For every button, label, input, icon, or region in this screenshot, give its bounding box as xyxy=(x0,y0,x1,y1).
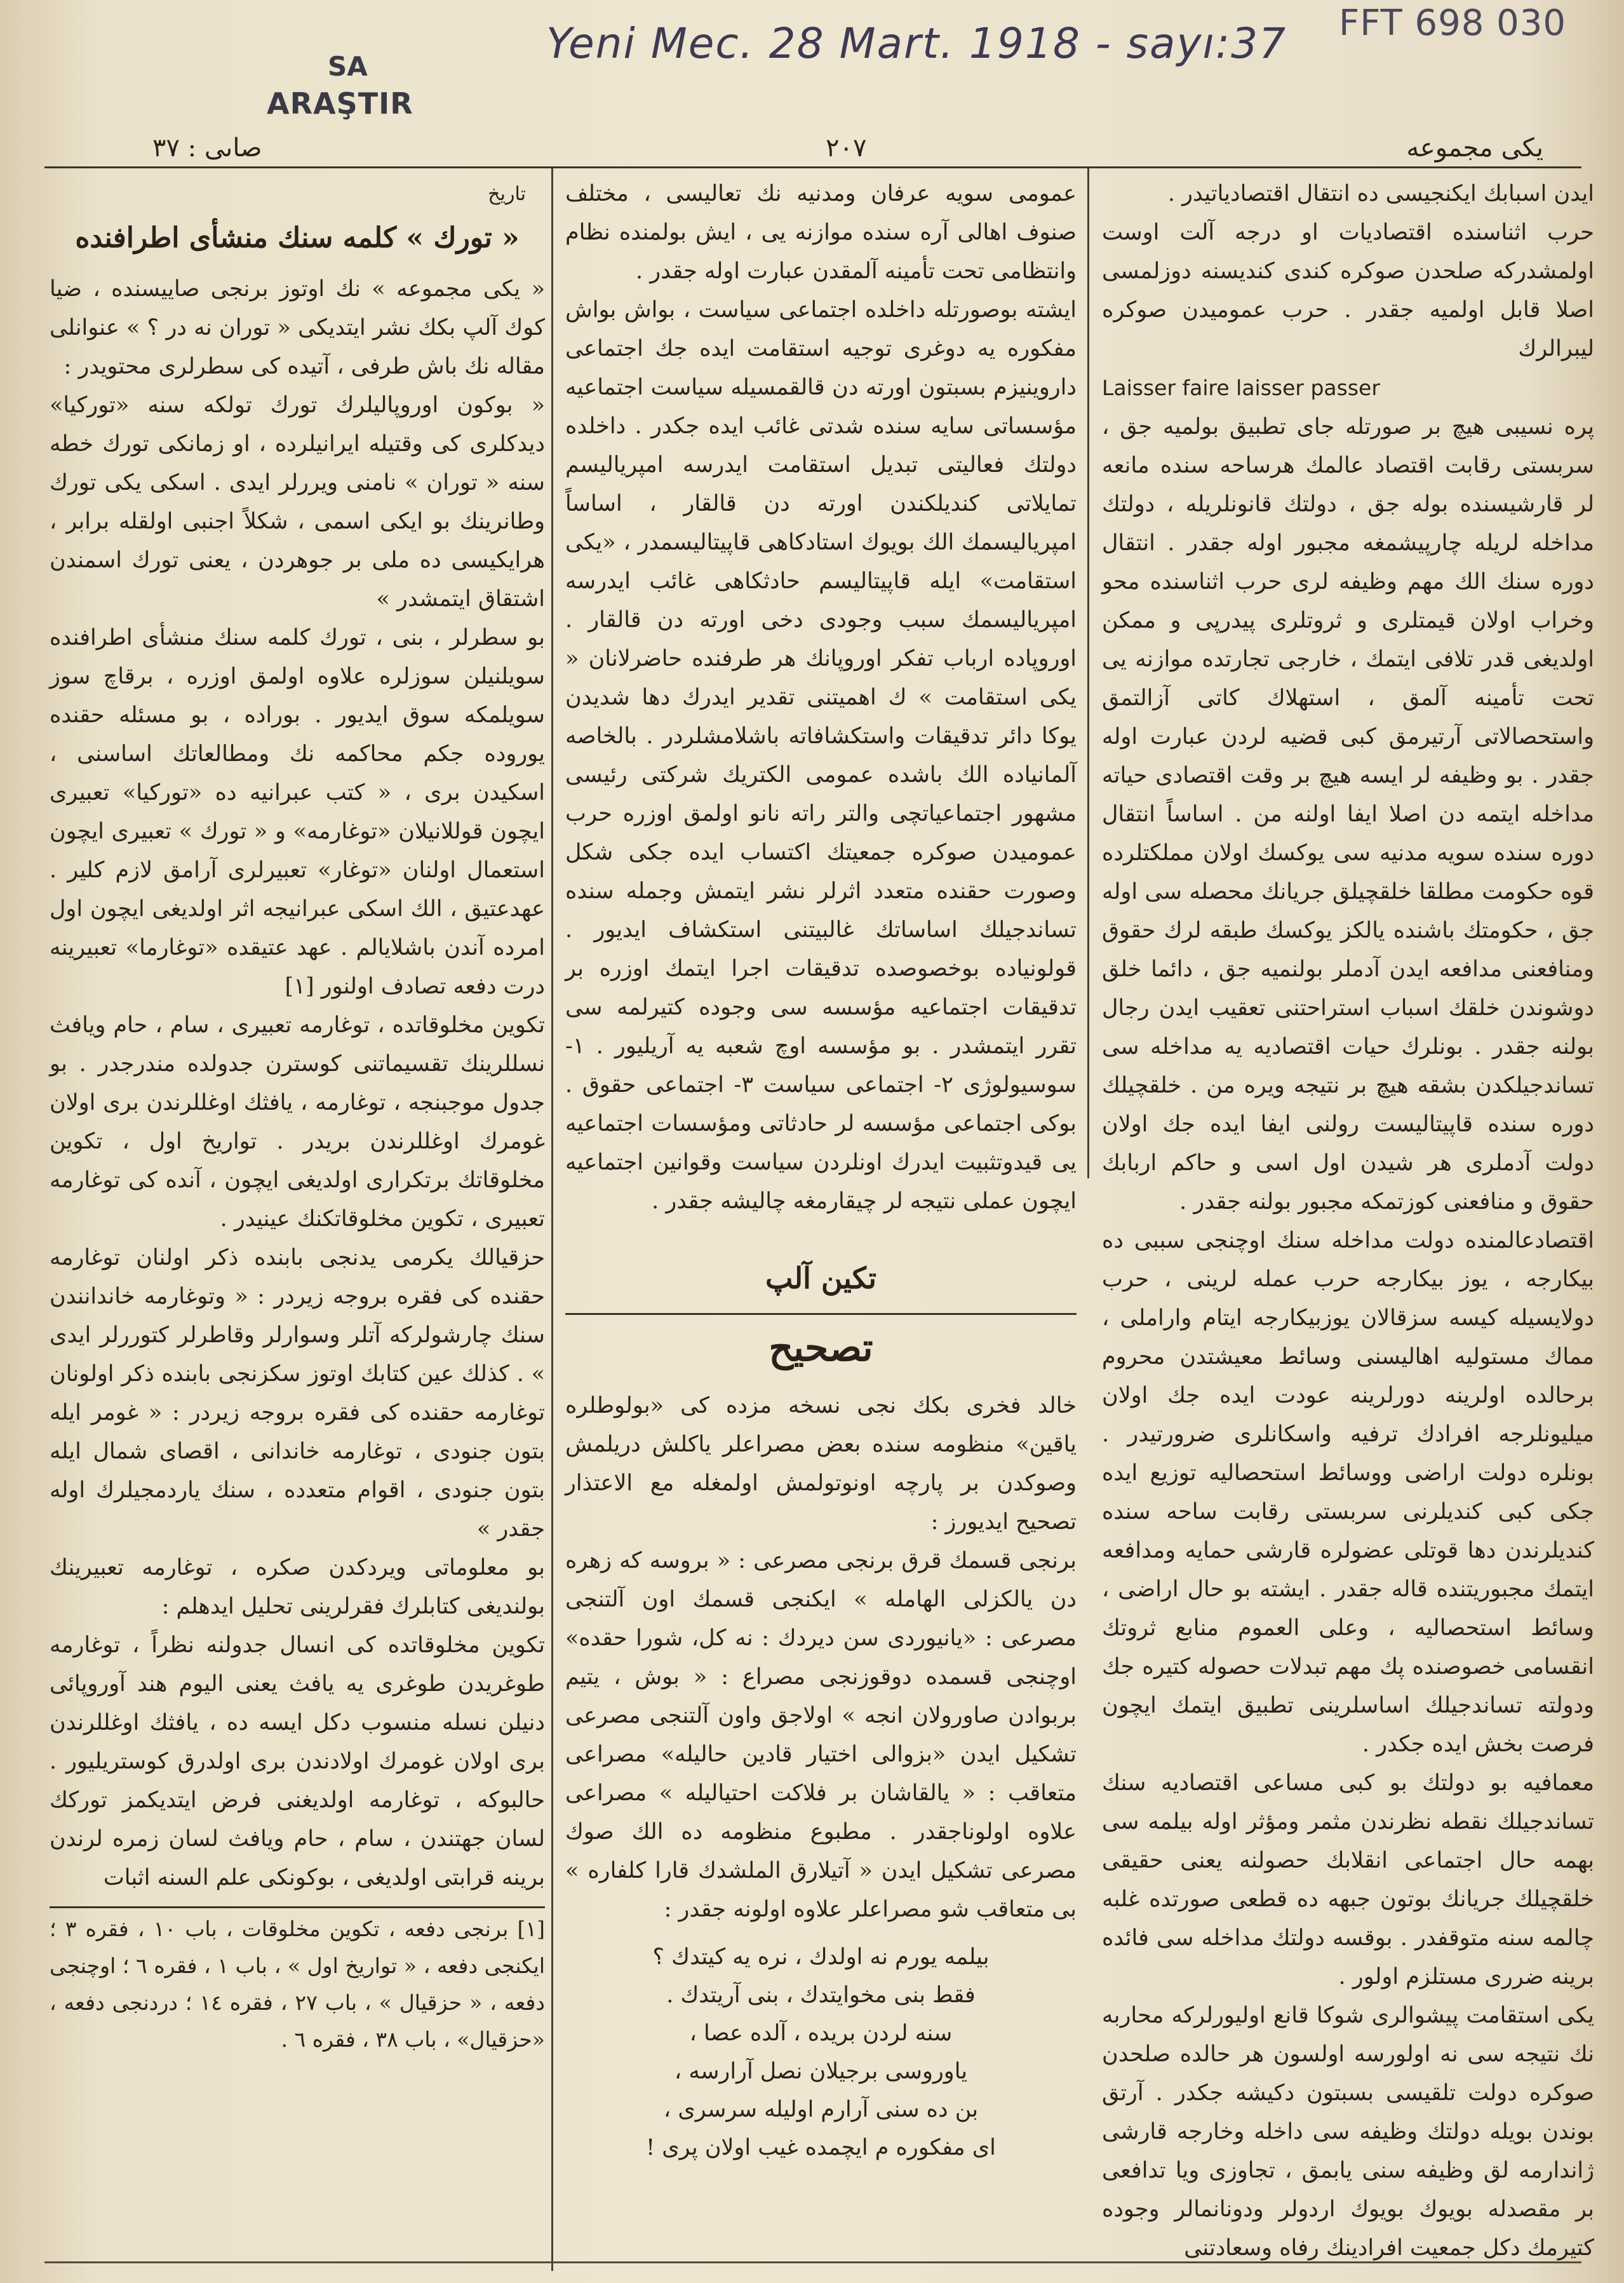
verse-line: اى مفكوره م ايچمده غيب اولان پرى ! xyxy=(646,2135,996,2160)
stamp-line-2: ARAŞTIR xyxy=(267,86,413,121)
paragraph: ايشته بوصورتله داخلده اجتماعى سياست ، بواش بواش مفكوره يه دوغرى توجيه استقامت ايده جك اجتماعى داروينيزم بسبتون اورته دن قالقمسيله سياست اجتماعيه مؤسساتى سايه سنده شدتى غائب ايده جكدر . داخلده دولتك فعاليتى تبديل استقامت ايدرسه امپرياليسم تمايلاتى كنديلكندن اورته دن قالقار ، اساساً امپرياليسمك الك بويوك استادكاهى قاپيتاليسمدر ، «يكى استقامت» ايله قاپيتاليسم حادثكاهى غائب ايدرسه امپرياليسمك سبب وجودى دخى اورته دن قالقار . اوروپاده ارباب تفكر اوروپانك هر طرفنده حاضرلانان « يكى استقامت » ك اهميتنى تقدير ايدرك دها شديدن يوكا دائر تدقيقات واستكشافاته باشلامشلردر . بالخاصه آلمانياده الك باشده عمومى الكتريك شركتى رئيسى مشهور اجتماعياتچى والتر راته نانو اولمق اوزره حرب عموميدن صوكره جمعيتك اكتساب ايده جكى شكل وصورت حقنده متعدد اثرلر نشر ايتمش وجمله سنده تساندجيلك اساساتك غالبيتنى استكشاف ايديور . قولونياده بوخصوصده تدقيقات اجرا ايتمك اوزره بر تدقيقات اجتماعيه مؤسسه سى وجوده كتيرلمه سى تقرر ايتمشدر . بو مؤسسه اوچ شعبه يه آريليور . ١- سوسيولوژى ٢- اجتماعى سياست ٣- اجتماعى حقوق . بوكى اجتماعى مؤسسه لر حادثاتى ومؤسسات اجتماعيه يى قيدوتثبيت ايدرك اونلردن سياست وقوانين اجتماعيه ايچون عملى نتيجه لر چيقارمغه چاليشه جقدر . xyxy=(565,297,1077,1214)
column-divider xyxy=(1087,168,1089,1178)
paragraph: يكى استقامت پيشوالرى شوكا قانع اوليورلركه محاربه نك نتيجه سى نه اولورسه اولسون هر حالده صلحدن صوكره دولت تلقيسى بسبتون دكيشه جكدر . آرتق بوندن بويله دولتك وظيفه سى داخله وخارجه قارشى ژاندارمه لق وظيفه سنى يابمق ، تجاوزى ويا تدافعى بر مقصدله بويوك بويوك اردولر ودونانمالر وجوده كتيرمك دكل جمعيت افرادينك رفاه وسعادتنى xyxy=(1102,2003,1594,2261)
handwritten-annotation: Yeni Mec. 28 Mart. 1918 - sayı:37 xyxy=(546,19,1287,68)
column-left xyxy=(50,175,545,2246)
paragraph: « بوكون اوروپاليلرك تورك تولكه سنه «توركيا» ديدكلرى كى وقتيله ايرانيلرده ، او زمانكى تورك خطه سنه « توران » نامنى ويررلر ايدى . اسكى يكى تورك وطانرينك بو ايكى اسمى ، شكلاً اجنبى اولقله برابر ، هرايكيسى ده ملى بر جوهردن ، يعنى تورك اسمندن اشتقاق ايتمشدر » xyxy=(50,393,545,612)
paragraph: بو معلوماتى ويردكدن صكره ، توغارمه تعبيرينك بولنديغى كتابلرك فقرلرينى تحليل ايدهلم : xyxy=(50,1555,545,1619)
verse-line: بيلمه يورم نه اولدك ، نره يه كيتدك ؟ xyxy=(652,1944,990,1970)
archive-code: FFT 698 030 xyxy=(1339,3,1567,44)
paragraph: تكوين مخلوقاتده كى انسال جدولنه نظراً ، توغارمه طوغريدن طوغرى يه يافث يعنى اليوم هند آوروپائى دنيلن نسله منسوب دكل ايسه ده ، يافثك اوغللرندن برى اولان غومرك اولادندن برى اولدرق كوستريليور . حالبوكه ، توغارمه اولديغنى فرض ايتديكمز توركك لسان جهتندن ، سام ، حام ويافث لسان زمره لرندن برينه قرابتى اولديغى ، بوكونكى علم السنه اثبات xyxy=(50,1633,545,1890)
column-divider xyxy=(551,168,553,2271)
library-stamp xyxy=(267,38,476,140)
section-rule xyxy=(565,1313,1077,1315)
paragraph: خالد فخرى بكك نجى نسخه مزده كى «بولوطلره ياقين» منظومه سنده بعض مصراعلر ياكلش دريلمش وصوكدن بر پارچه اونوتولمش اولمغله مع الاعتذار تصحيح ايديورز : xyxy=(565,1393,1077,1535)
paragraph: اقتصادعالمنده دولت مداخله سنك اوچنجى سببى ده بيكارجه ، يوز بيكارجه حرب عمله لرينى ، حرب دولايسيله كيسه سزقالان يوزبيكارجه ايتام واراملى ، مماك مستوليه اهاليسنى وسائط معيشتدن محروم برحالده اولرينه دورلرينه عودت ايده جك اولان ميليونلرجه افرادك ترفيه واسكانلرى ضرورتيدر . بونلره دولت اراضى ووسائط استحصاليه توزيع ايده جكى كبى كنديلرنى سربستى رقابت ساحه سنده كنديلرندن دها قوتلى عضولره قارشى حمايه ومدافعه ايتمك مجبوريتنده قاله جقدر . ايشته بو حال اراضى ، وسائط استحصاليه ، وعلى العموم منابع ثروتك انقسامى خصوصنده پك مهم تبدلات حصوله كتيره جك ودولته تساندجيلك اساسلرينى تطبيق ايتمك ايچون فرصت بخش ايده جكدر . xyxy=(1102,1228,1594,1757)
verse-line: سنه لردن بريده ، آلده عصا ، xyxy=(689,2021,953,2046)
magazine-name: يكى مجموعه xyxy=(1406,133,1543,163)
page-number: ٢٠٧ xyxy=(826,133,867,163)
paragraph: حرب اثناسنده اقتصاديات او درجه آلت اوست اولمشدركه صلحدن صوكره كندى كنديسنه دوزلمسى اصلا قابل اولميه جقدر . حرب عموميدن صوكره ليبرالرك xyxy=(1102,220,1594,361)
footnote: [١] برنجى دفعه ، تكوين مخلوقات ، باب ١٠ ، فقره ٣ ؛ ايكنجى دفعه ، « تواريخ اول » ، باب ١ ، فقره ٦ ؛ اوچنجى دفعه ، « حزقيال » ، باب ٢٧ ، فقره ١٤ ؛ دردنجى دفعه ، «حزقيال» ، باب ٣٨ ، فقره ٦ . xyxy=(50,1916,545,2052)
paragraph: پره نسيبى هيچ بر صورتله جاى تطبيق بولميه جق ، سربستى رقابت اقتصاد عالمك هرساحه سنده مانعه لر قارشيسنده بوله جق ، دولتك قانونلريله ، دولتك مداخله لريله چارپيشمغه مجبور اوله جقدر . انتقال دوره سنك الك مهم وظيفه لرى حرب اثناسنده محو وخراب اولان قيمتلرى و ثروتلرى پيدرپى و ممكن اولديغى قدر تلافى ايتمك ، خارجى تجارتده موازنه يى تحت تأمينه آلمق ، استهلاك كاتى آزالتمق واستحصالاتى آرتيرمق كبى قضيه لردن عبارت اوله جقدر . بو وظيفه لر ايسه هيچ بر وقت اقتصادى حياته مداخله ايتمه دن اصلا ايفا اولنه من . اساساً انتقال دوره سنده سويه مدنيه سى يوكسك اولان مملكتلرده قوه حكومت مطلقا خلقچيلق جريانك محصله سى اوله جق ، حكومتك باشنده يالكز يوكسك طبقه لرك حقوق ومنافعنى مدافعه ايدن آدملر بولنميه جق ، دائما خلق دوشوندن خلقك اسباب استراحتنى تعقيب ايدن رجال بولنه جقدر . بونلرك حيات اقتصاديه يه مداخله سى تساندجيلكدن بشقه هيچ بر نتيجه ويره من . خلقچيلك دوره سنده قاپيتاليست رولنى ايفا ايده جك اولان دولت آدملرى هر شيدن اول اسى و حاكم اربابك حقوق و منافعنى كوزتمكه مجبور بولنه جقدر . xyxy=(1102,414,1594,1215)
section-kicker: تاريخ xyxy=(488,183,526,205)
header-rule xyxy=(44,166,1581,168)
latin-phrase: Laisser faire laisser passer xyxy=(1102,375,1380,400)
paragraph: بو سطرلر ، بنى ، تورك كلمه سنك منشأى اطرافنده سويلنيلن سوزلره علاوه اولمق اوزره ، برقاچ سوز سويلمكه سوق ايديور . بوراده ، بو مسئله حقنده يوروده جكم محاكمه نك ومطالعاتك اساسنى ، اسكيدن برى ، « كتب عبرانيه ده «توركيا» تعبيرى ايچون قوللانيلان «توغارمه» و « تورك » تعبيرى ايچون استعمال اولنان «توغار» تعبيرلرى آرامق لازم كلير . عهدعتيق ، الك اسكى عبرانيجه اثر اولديغى ايچون اول امرده آندن باشلايالم . عهد عتيقده «توغارما» تعبيرينه درت دفعه تصادف اولنور [١] xyxy=(50,625,545,999)
author-signature: تكين آلپ xyxy=(765,1261,877,1295)
column-right xyxy=(1102,175,1594,2261)
verse-block xyxy=(565,1938,1077,2167)
stamp-line-1: SA xyxy=(328,51,368,82)
running-header xyxy=(38,133,1588,172)
column-middle xyxy=(565,175,1077,2246)
verse-line: بن ده سنى آرارم اوليله سرسرى ، xyxy=(663,2097,979,2122)
footnotes xyxy=(50,1906,545,2058)
verse-line: فقط بنى مخوايتدك ، بنى آريتدك . xyxy=(666,1983,976,2008)
paragraph: برنجى قسمك قرق برنجى مصرعى : « بروسه كه زهره دن يالكزلى الهامله » ايكنجى قسمك اون آلتنجى مصرعى : «يانيوردى سن ديردك : نه كل، شورا حقده» اوچنجى قسمده دوقوزنجى مصراع : « بوش ، يتيم بربوادن صاورولان انجه » اولاجق واون آلتنجى مصرعى تشكيل ايدن «بزوالى اختيار قادين حاليله» مصراعى متعاقب : « يالقاشان بر فلاكت احتياليله » مصراعى علاوه اولوناجقدر . مطبوع منظومه ده الك صوك مصرعى تشكيل ايدن « آتيلارق الملشدك قارا كلفاره » بى متعاقب شو مصراعلر علاوه اولونه جقدر : xyxy=(565,1548,1077,1922)
verse-line: ياوروسى برجيلان نصل آرارسه ، xyxy=(674,2059,968,2084)
paragraph: معمافيه بو دولتك بو كبى مساعى اقتصاديه سنك تساندجيلك نقطه نظرندن مثمر ومؤثر اوله بيلمه سى بهمه حال اجتماعى انقلابك حصولنه يعنى حقيقى خلقچيلك جريانك بوتون جبهه ده قطعى صورتده غلبه چالمه سنه متوقفدر . بوقسه دولتك مداخله سى فائده برينه ضررى مستلزم اولور . xyxy=(1102,1770,1594,1990)
issue-number: صاىى : ٣٧ xyxy=(152,133,262,163)
page-bottom-edge xyxy=(44,2261,1581,2263)
paragraph: « يكى مجموعه » نك اوتوز برنجى صاييسنده ، ضيا كوك آلپ بكك نشر ايتديكى « توران نه در ؟ » عنوانلى مقاله نك باش طرفى ، آتيده كى سطرلرى محتويدر : xyxy=(50,276,545,379)
paragraph: ايدن اسبابك ايكنجيسى ده انتقال اقتصادياتيدر . xyxy=(1167,181,1594,206)
paragraph: تكوين مخلوقاتده ، توغارمه تعبيرى ، سام ، حام ويافث نسللرينك تقسيماتنى كوسترن جدولده مندرجدر . بو جدول موجبنجه ، توغارمه ، يافثك اوغللرندن برى اولان غومرك اوغللرندن بريدر . تواريخ اول ، تكوين مخلوقاتك برتكرارى اولديغى ايچون ، آنده كى توغارمه تعبيرى ، تكوين مخلوقاتكنك عينيدر . xyxy=(50,1013,545,1232)
paragraph: حزقيالك يكرمى يدنجى بابنده ذكر اولنان توغارمه حقنده كى فقره بروجه زيردر : « وتوغارمه خاندانندن سنك چارشولركه آتلر وسوارلر وقاطرلر كتوررلر ايدى » . كذلك عين كتابك اوتوز سكزنجى بابنده ذكر اولونان توغارمه حقنده كى فقره بروجه زيردر : « غومر ايله بتون جنودى ، توغارمه خاندانى ، اقصاى شمال ايله بتون جنودى ، اقوام متعدده ، سنك ياردمجيلرك اوله جقدر » xyxy=(50,1245,545,1542)
article-title: « تورك » كلمه سنك منشأى اطرافنده xyxy=(75,222,520,254)
paragraph: عمومى سويه عرفان ومدنيه نك تعاليسى ، مختلف صنوف اهالى آره سنده موازنه يى ، ايش بولمنده نظام وانتظامى تحت تأمينه آلمقدن عبارت اوله جقدر . xyxy=(565,181,1077,284)
correction-title: تصحيح xyxy=(768,1326,873,1370)
